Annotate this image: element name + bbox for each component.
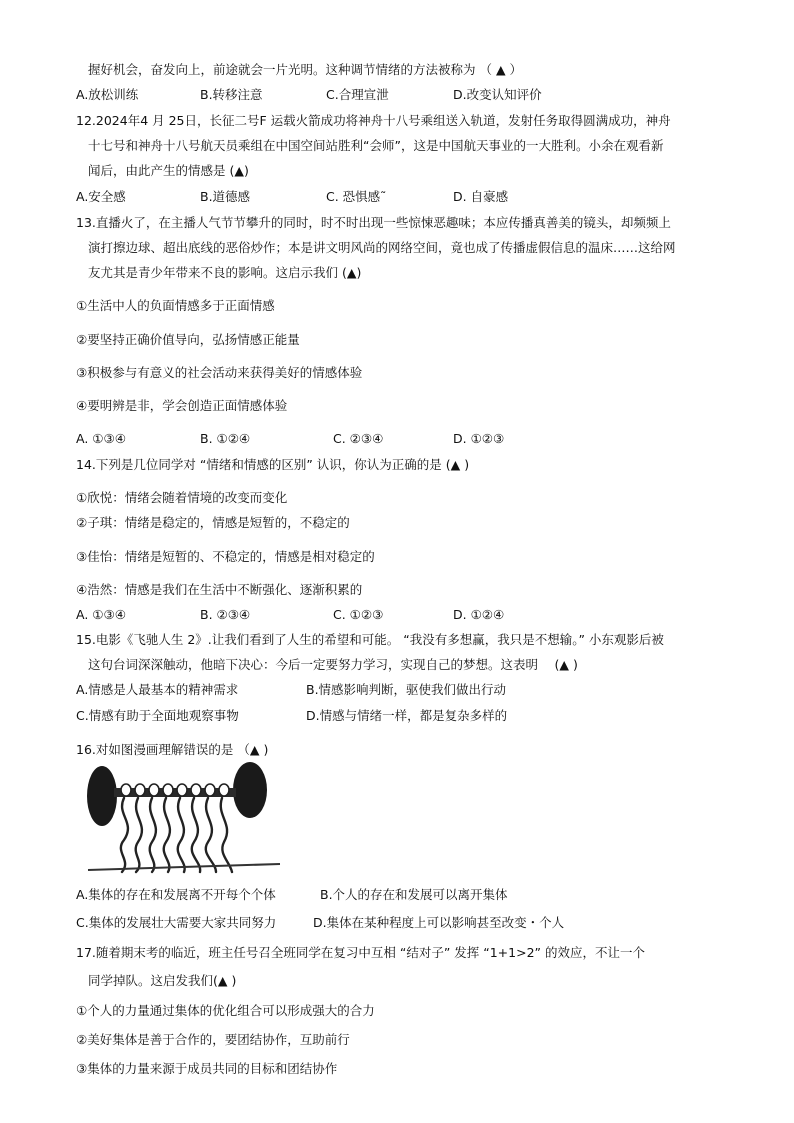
- q13-statement-4: ④要明辨是非，学会创造正面情感体验: [76, 398, 288, 413]
- q16-option-b: B.个人的存在和发展可以离开集体: [320, 887, 508, 902]
- q14-option-d: D. ①②④: [453, 607, 505, 622]
- q12-option-d: D. 自豪感: [453, 189, 509, 204]
- q15-option-a: A.情感是人最基本的精神需求: [76, 682, 239, 697]
- q17-statement-1: ①个人的力量通过集体的优化组合可以形成强大的合力: [76, 1003, 375, 1018]
- q17-statement-3: ③集体的力量来源于成员共同的目标和团结协作: [76, 1061, 338, 1076]
- q15-option-d: D.情感与情绪一样，都是复杂多样的: [306, 708, 508, 723]
- q15-stem-line-1: 15.电影《飞驰人生 2》.让我们看到了人生的希望和可能。 “我没有多想赢，我只是不想输。” 小东观影后被: [76, 632, 664, 647]
- q14-option-c: C. ①②③: [333, 607, 384, 622]
- q13-option-a: A. ①③④: [76, 431, 126, 446]
- q13-statement-3: ③积极参与有意义的社会活动来获得美好的情感体验: [76, 365, 363, 380]
- q17-statement-2: ②美好集体是善于合作的，要团结协作，互助前行: [76, 1032, 350, 1047]
- q16-option-a: A.集体的存在和发展离不开每个个体: [76, 887, 276, 902]
- q13-option-d: D. ①②③: [453, 431, 505, 446]
- q13-stem-line-1: 13.直播火了，在主播人气节节攀升的同时，时不时出现一些惊悚恶趣味；本应传播真善美的镜头，却频频上: [76, 215, 671, 230]
- q14-stem: 14.下列是几位同学对 “情绪和情感的区别” 认识，你认为正确的是 (▲ ): [76, 457, 470, 472]
- q14-statement-2: ②子琪：情绪是稳定的，情感是短暂的，不稳定的: [76, 515, 350, 530]
- q14-option-a: A. ①③④: [76, 607, 126, 622]
- q12-option-b: B.道德感: [200, 189, 251, 204]
- q13-option-c: C. ②③④: [333, 431, 384, 446]
- q13-stem-line-3: 友尤其是青少年带来不良的影响。这启示我们 (▲): [88, 265, 362, 280]
- q17-stem-line-1: 17.随着期末考的临近，班主任号召全班同学在复习中互相 “结对子” 发挥 “1+1>2” 的效应，不让一个: [76, 945, 645, 960]
- q16-stem: 16.对如图漫画理解错误的是 （▲ ): [76, 742, 269, 757]
- q11-option-b: B.转移注意: [200, 87, 263, 102]
- q11-stem-tail: 握好机会，奋发向上，前途就会一片光明。这种调节情绪的方法被称为 （ ▲ ）: [88, 62, 523, 77]
- q13-statement-2: ②要坚持正确价值导向，弘扬情感正能量: [76, 332, 300, 347]
- q12-stem-line-1: 12.2024年4 月 25日，长征二号F 运载火箭成功将神舟十八号乘组送入轨道，发射任务取得圆满成功，神舟: [76, 113, 671, 128]
- q11-option-d: D.改变认知评价: [453, 87, 542, 102]
- q14-statement-3: ③佳怡：情绪是短暂的、不稳定的，情感是相对稳定的: [76, 549, 375, 564]
- q14-statement-4: ④浩然：情感是我们在生活中不断强化、逐渐积累的: [76, 582, 363, 597]
- q12-option-a: A.安全感: [76, 189, 126, 204]
- q12-stem-line-3: 闻后，由此产生的情感是 (▲): [88, 163, 249, 178]
- q17-stem-line-2: 同学掉队。这启发我们(▲ ): [88, 973, 237, 988]
- q11-option-a: A.放松训练: [76, 87, 139, 102]
- q16-option-d: D.集体在某种程度上可以影响甚至改变・个人: [313, 915, 565, 930]
- q12-stem-line-2: 十七号和神舟十八号航天员乘组在中国空间站胜利“会师”，这是中国航天事业的一大胜利。小余在观看新: [88, 138, 664, 153]
- q15-option-c: C.情感有助于全面地观察事物: [76, 708, 239, 723]
- q14-option-b: B. ②③④: [200, 607, 251, 622]
- barbell-cartoon-icon: [84, 760, 284, 876]
- q12-option-c: C. 恐惧感˜: [326, 189, 387, 204]
- q15-option-b: B.情感影响判断，驱使我们做出行动: [306, 682, 507, 697]
- q14-statement-1: ①欣悦：情绪会随着情境的改变而变化: [76, 490, 288, 505]
- q15-stem-line-2: 这句台词深深触动，他暗下决心：今后一定要努力学习，实现自己的梦想。这表明 (▲ ): [88, 657, 578, 672]
- q13-stem-line-2: 演打擦边球、超出底线的恶俗炒作；本是讲文明风尚的网络空间，竟也成了传播虚假信息的温床……这给网: [88, 240, 676, 255]
- q11-option-c: C.合理宣泄: [326, 87, 389, 102]
- q13-option-b: B. ①②④: [200, 431, 251, 446]
- q16-option-c: C.集体的发展壮大需要大家共同努力: [76, 915, 277, 930]
- q13-statement-1: ①生活中人的负面情感多于正面情感: [76, 298, 275, 313]
